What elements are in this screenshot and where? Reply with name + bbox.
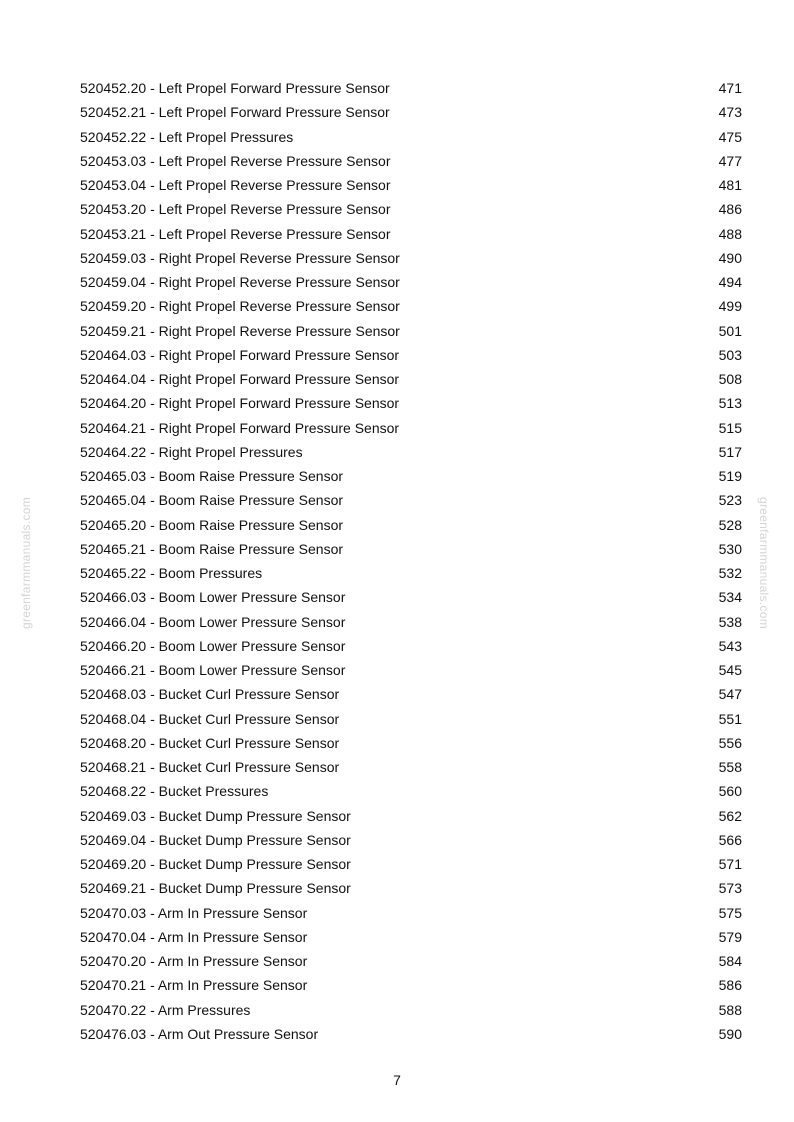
toc-entry-title: 520464.03 - Right Propel Forward Pressure Sensor [80, 346, 400, 363]
toc-entry[interactable] [80, 1022, 742, 1046]
toc-entry-title: 520470.04 - Arm In Pressure Sensor [80, 928, 308, 945]
toc-entry[interactable] [80, 682, 742, 706]
toc-entry-page: 481 [718, 177, 742, 194]
toc-entry-title: 520464.20 - Right Propel Forward Pressure Sensor [80, 395, 400, 412]
toc-entry[interactable] [80, 561, 742, 585]
toc-entry-page: 543 [718, 637, 742, 654]
toc-entry-title: 520464.04 - Right Propel Forward Pressure Sensor [80, 371, 400, 388]
toc-entry-title: 520468.03 - Bucket Curl Pressure Sensor [80, 686, 340, 703]
toc-entry-page: 532 [718, 565, 742, 582]
toc-entry[interactable] [80, 658, 742, 682]
toc-entry-title: 520466.04 - Boom Lower Pressure Sensor [80, 613, 346, 630]
toc-entry[interactable] [80, 925, 742, 949]
toc-entry-title: 520468.22 - Bucket Pressures [80, 783, 269, 800]
toc-entry[interactable] [80, 76, 742, 100]
toc-entry-title: 520466.03 - Boom Lower Pressure Sensor [80, 589, 346, 606]
toc-entry[interactable] [80, 876, 742, 900]
toc-entry-page: 499 [718, 298, 742, 315]
toc-entry-page: 562 [718, 807, 742, 824]
toc-entry[interactable] [80, 998, 742, 1022]
toc-entry[interactable] [80, 391, 742, 415]
toc-entry[interactable] [80, 537, 742, 561]
toc-entry-title: 520453.20 - Left Propel Reverse Pressure Sensor [80, 201, 391, 218]
toc-entry[interactable] [80, 416, 742, 440]
toc-entry-title: 520476.03 - Arm Out Pressure Sensor [80, 1025, 319, 1042]
toc-entry-page: 471 [718, 80, 742, 97]
toc-entry-title: 520470.03 - Arm In Pressure Sensor [80, 904, 308, 921]
toc-entry[interactable] [80, 294, 742, 318]
toc-entry-page: 523 [718, 492, 742, 509]
toc-entry-page: 528 [718, 516, 742, 533]
toc-entry-title: 520470.20 - Arm In Pressure Sensor [80, 953, 308, 970]
toc-entry-title: 520459.03 - Right Propel Reverse Pressure Sensor [80, 249, 400, 266]
toc-entry-page: 558 [718, 759, 742, 776]
toc-entry-title: 520452.20 - Left Propel Forward Pressure Sensor [80, 80, 390, 97]
toc-entry-title: 520469.20 - Bucket Dump Pressure Sensor [80, 856, 351, 873]
toc-entry-page: 513 [718, 395, 742, 412]
toc-entry[interactable] [80, 246, 742, 270]
toc-entry-page: 588 [718, 1001, 742, 1018]
toc-entry-title: 520465.20 - Boom Raise Pressure Sensor [80, 516, 344, 533]
toc-entry-title: 520464.22 - Right Propel Pressures [80, 443, 303, 460]
watermark-left: greenfarmmanuals.com [19, 496, 33, 630]
toc-entry-title: 520453.03 - Left Propel Reverse Pressure Sensor [80, 152, 391, 169]
toc-entry-title: 520464.21 - Right Propel Forward Pressure Sensor [80, 419, 400, 436]
toc-entry[interactable] [80, 222, 742, 246]
toc-entry-title: 520470.22 - Arm Pressures [80, 1001, 251, 1018]
toc-entry-page: 560 [718, 783, 742, 800]
toc-entry-page: 538 [718, 613, 742, 630]
toc-entry-title: 520453.04 - Left Propel Reverse Pressure Sensor [80, 177, 391, 194]
toc-entry[interactable] [80, 779, 742, 803]
toc-entry-title: 520453.21 - Left Propel Reverse Pressure Sensor [80, 225, 391, 242]
toc-entry-title: 520470.21 - Arm In Pressure Sensor [80, 977, 308, 994]
watermark-right: greenfarmmanuals.com [757, 496, 771, 630]
toc-entry-page: 486 [718, 201, 742, 218]
toc-entry[interactable] [80, 585, 742, 609]
toc-entry[interactable] [80, 343, 742, 367]
toc-entry-page: 575 [718, 904, 742, 921]
toc-entry[interactable] [80, 707, 742, 731]
toc-entry-page: 488 [718, 225, 742, 242]
toc-entry-page: 508 [718, 371, 742, 388]
toc-entry-title: 520468.20 - Bucket Curl Pressure Sensor [80, 734, 340, 751]
toc-entry[interactable] [80, 513, 742, 537]
toc-entry-page: 545 [718, 662, 742, 679]
toc-entry[interactable] [80, 755, 742, 779]
toc-entry[interactable] [80, 319, 742, 343]
toc-entry-title: 520465.22 - Boom Pressures [80, 565, 263, 582]
toc-entry-page: 584 [718, 953, 742, 970]
toc-entry-page: 494 [718, 274, 742, 291]
toc-entry[interactable] [80, 973, 742, 997]
toc-entry-page: 590 [718, 1025, 742, 1042]
toc-entry-page: 490 [718, 249, 742, 266]
toc-entry[interactable] [80, 100, 742, 124]
toc-entry-title: 520469.04 - Bucket Dump Pressure Sensor [80, 831, 351, 848]
toc-entry-page: 566 [718, 831, 742, 848]
toc-entry-page: 519 [718, 468, 742, 485]
toc-entry[interactable] [80, 149, 742, 173]
toc-entry[interactable] [80, 440, 742, 464]
toc-entry[interactable] [80, 901, 742, 925]
toc-entry-page: 571 [718, 856, 742, 873]
toc-entry-page: 503 [718, 346, 742, 363]
toc-entry[interactable] [80, 367, 742, 391]
toc-entry-page: 579 [718, 928, 742, 945]
toc-entry-page: 534 [718, 589, 742, 606]
toc-entry-title: 520469.21 - Bucket Dump Pressure Sensor [80, 880, 351, 897]
toc-entry[interactable] [80, 173, 742, 197]
toc-entry-page: 551 [718, 710, 742, 727]
toc-entry-title: 520465.04 - Boom Raise Pressure Sensor [80, 492, 344, 509]
toc-entry[interactable] [80, 634, 742, 658]
page-number: 7 [393, 1072, 401, 1088]
toc-entry-title: 520465.03 - Boom Raise Pressure Sensor [80, 468, 344, 485]
toc-entry-title: 520459.20 - Right Propel Reverse Pressure Sensor [80, 298, 400, 315]
toc-entry[interactable] [80, 270, 742, 294]
toc-entry[interactable] [80, 828, 742, 852]
toc-entry[interactable] [80, 488, 742, 512]
toc-entry-title: 520469.03 - Bucket Dump Pressure Sensor [80, 807, 351, 824]
toc-entry-page: 547 [718, 686, 742, 703]
toc-entry-title: 520468.21 - Bucket Curl Pressure Sensor [80, 759, 340, 776]
toc-entry-title: 520459.04 - Right Propel Reverse Pressure Sensor [80, 274, 400, 291]
toc-entry-page: 501 [718, 322, 742, 339]
toc-entry-page: 556 [718, 734, 742, 751]
toc-entry[interactable] [80, 610, 742, 634]
toc-entry-title: 520468.04 - Bucket Curl Pressure Sensor [80, 710, 340, 727]
toc-entry[interactable] [80, 804, 742, 828]
toc-entry-title: 520466.20 - Boom Lower Pressure Sensor [80, 637, 346, 654]
toc-entry-page: 573 [718, 880, 742, 897]
toc-entry-page: 586 [718, 977, 742, 994]
toc-entry-title: 520459.21 - Right Propel Reverse Pressure Sensor [80, 322, 400, 339]
toc-entry[interactable] [80, 464, 742, 488]
table-of-contents [80, 76, 742, 1046]
toc-entry[interactable] [80, 949, 742, 973]
toc-entry-page: 475 [718, 128, 742, 145]
toc-entry-title: 520452.21 - Left Propel Forward Pressure Sensor [80, 104, 390, 121]
toc-entry-title: 520452.22 - Left Propel Pressures [80, 128, 294, 145]
toc-entry-title: 520465.21 - Boom Raise Pressure Sensor [80, 540, 344, 557]
toc-entry-page: 515 [718, 419, 742, 436]
toc-entry-page: 477 [718, 152, 742, 169]
toc-entry-title: 520466.21 - Boom Lower Pressure Sensor [80, 662, 346, 679]
toc-entry[interactable] [80, 125, 742, 149]
toc-entry-page: 517 [718, 443, 742, 460]
toc-entry[interactable] [80, 197, 742, 221]
toc-entry-page: 473 [718, 104, 742, 121]
toc-entry[interactable] [80, 852, 742, 876]
toc-entry[interactable] [80, 731, 742, 755]
toc-entry-page: 530 [718, 540, 742, 557]
